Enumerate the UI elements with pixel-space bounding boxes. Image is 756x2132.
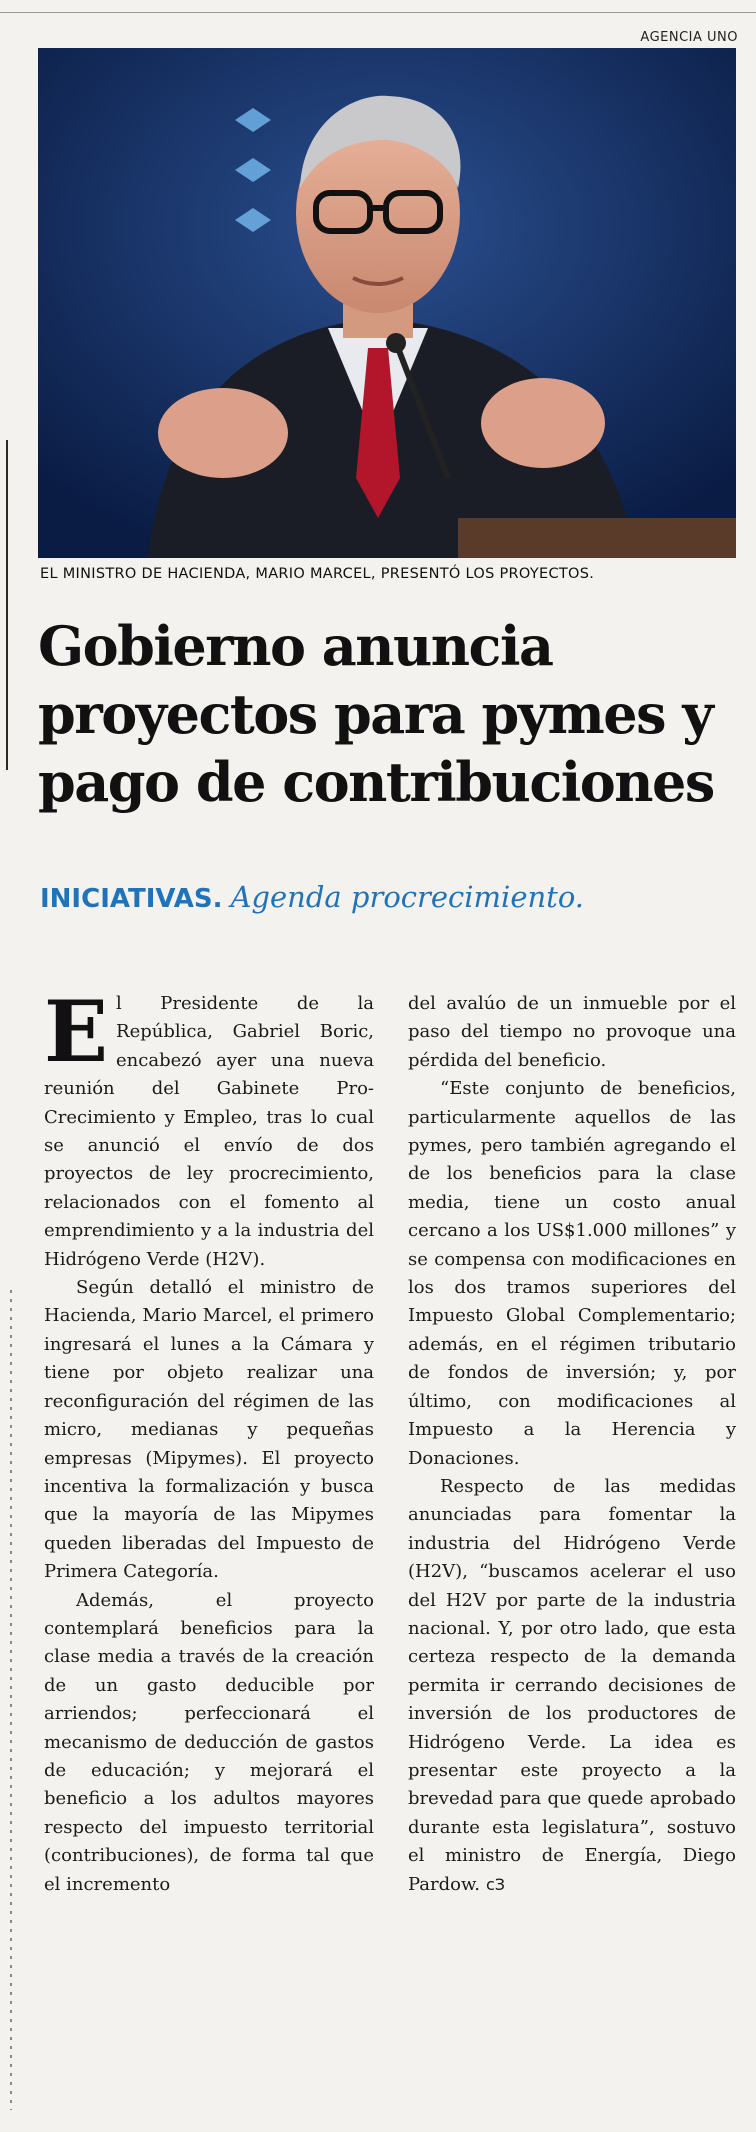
kicker-subtitle: Agenda procrecimiento.	[230, 880, 584, 914]
body-column-right	[408, 990, 736, 1899]
minister-portrait	[38, 48, 736, 558]
photo-credit: AGENCIA UNO	[640, 30, 738, 45]
headline-line: proyectos para pymes y	[38, 682, 713, 746]
body-paragraph: Según detalló el ministro de Hacienda, Mario Marcel, el primero ingresará el lunes a la Cámara y tiene por objeto realizar una reconfiguración del régimen de las micro, medianas y pequeñas empresas (Mipymes). El proyecto incentiva la formalización y busca que la mayoría de las Mipymes queden liberadas del Impuesto de Primera Categoría.	[44, 1277, 374, 1583]
drop-cap: E	[44, 982, 109, 1081]
article-kicker	[40, 880, 740, 914]
paragraph-text: Respecto de las medidas anunciadas para fomentar la industria del Hidrógeno Verde (H2V), “buscamos acelerar el uso del H2V por parte de la industria nacional. Y, por otro lado, que esta certeza respecto de la demanda permita ir cerrando decisiones de inversión de los productores de Hidrógeno Verde. La idea es presentar este proyecto a la brevedad para que quede aprobado durante esta legislatura”, sostuvo el ministro de Energía, Diego Pardow.	[408, 1475, 736, 1895]
page-edge-rule	[6, 440, 8, 770]
body-paragraph: Además, el proyecto contemplará beneficios para la clase media a través de la creación de un gasto deducible por arriendos; perfeccionará el mecanismo de deducción de gastos de educación; y mejorará el beneficio a los adultos mayores respecto del impuesto territorial (contribuciones), de forma tal que el incremento	[44, 1589, 374, 1895]
photo-caption: EL MINISTRO DE HACIENDA, MARIO MARCEL, PRESENTÓ LOS PROYECTOS.	[40, 566, 595, 582]
headline-line: pago de contribuciones	[38, 750, 714, 814]
headline-line: Gobierno anuncia	[38, 614, 553, 678]
body-paragraph: “Este conjunto de beneficios, particularmente aquellos de las pymes, pero también agregando el de los beneficios para la clase media, tiene un costo anual cercano a los US$1.000 millones” y se compensa con modificaciones en los dos tramos superiores del Impuesto Global Complementario; además, en el régimen tributario de fondos de inversión; y, por último, con modificaciones al Impuesto a la Herencia y Donaciones.	[408, 1078, 736, 1469]
article-headline	[38, 612, 738, 816]
page-edge-rule	[10, 1290, 12, 2110]
body-paragraph: del avalúo de un inmueble por el paso del tiempo no provoque una pérdida del beneficio.	[408, 993, 736, 1071]
paragraph-text: l Presidente de la República, Gabriel Boric, encabezó ayer una nueva reunión del Gabinete Pro-Crecimiento y Empleo, tras lo cual se anunció el envío de dos proyectos de ley procrecimiento, relacionados con el fomento al emprendimiento y a la industria del Hidrógeno Verde (H2V).	[44, 993, 374, 1270]
end-of-article-mark: ᴄЗ	[486, 1874, 506, 1894]
body-paragraph	[44, 982, 374, 1274]
body-paragraph	[408, 1473, 736, 1899]
kicker-section: INICIATIVAS.	[40, 884, 223, 914]
article-photo	[38, 48, 736, 558]
top-rule	[0, 12, 756, 13]
body-column-left	[44, 982, 374, 1899]
